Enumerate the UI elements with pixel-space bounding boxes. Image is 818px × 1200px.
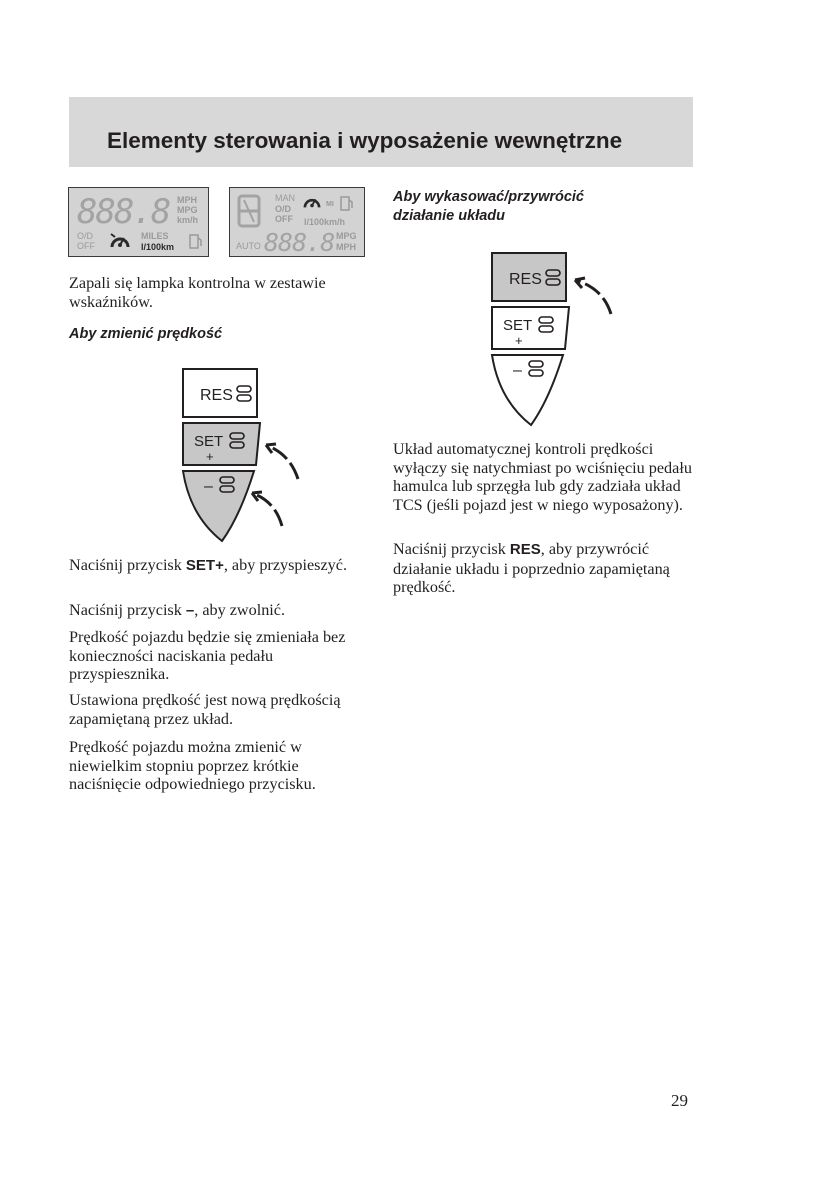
arrow-icon bbox=[575, 278, 611, 314]
res-button bbox=[183, 369, 257, 417]
subheading-cancel-resume: Aby wykasować/przywrócić działanie układu bbox=[393, 189, 584, 224]
set-plus-button bbox=[492, 307, 569, 349]
display-unit-mph: MPH bbox=[177, 195, 197, 205]
res-label: RES bbox=[200, 387, 233, 404]
page-number: 29 bbox=[671, 1091, 688, 1110]
page-header bbox=[69, 97, 693, 167]
cruise-speedometer-icon bbox=[109, 232, 131, 254]
set-plus-button bbox=[183, 423, 260, 465]
display-off2: OFF bbox=[275, 214, 293, 224]
res-label: RES bbox=[509, 271, 542, 288]
key-set-plus: SET+ bbox=[185, 557, 224, 574]
minus-button bbox=[183, 471, 254, 541]
set-label: SET bbox=[503, 317, 533, 334]
display-unit-mpg: MPG bbox=[177, 205, 198, 215]
paragraph-warning-lamp: Zapali się lampka kontrolna w zestawie wskaźników. bbox=[69, 274, 326, 311]
display-off: OFF bbox=[77, 241, 95, 251]
display-auto: AUTO bbox=[236, 241, 261, 251]
paragraph-set-plus: Naciśnij przycisk SET+, aby przyspieszyć. bbox=[69, 556, 347, 574]
set-label: SET bbox=[194, 433, 224, 450]
paragraph-minus: Naciśnij przycisk –, aby zwolnić. bbox=[69, 601, 286, 619]
paragraph-speed-change: Prędkość pojazdu będzie się zmieniała bez konieczności naciskania pedału przyspiesznika. bbox=[69, 628, 346, 683]
paragraph-auto-off: Układ automatycznej kontroli prędkości wyłączy się natychmiast po wciśnięciu pedału hamulca lub sprzęgła lub gdy zadziała układ TCS (jeśli pojazd jest w niego wyposażony). bbox=[393, 440, 692, 514]
paragraph-new-speed: Ustawiona prędkość jest nową prędkością zapamiętaną przez układ. bbox=[69, 691, 341, 728]
fuel-pump-icon bbox=[340, 194, 354, 216]
display-od2: O/D bbox=[275, 204, 292, 214]
display-miles: MILES bbox=[141, 231, 169, 241]
display-unit-mph-2: MPH bbox=[336, 242, 356, 252]
instrument-display-2 bbox=[229, 187, 365, 257]
display-unit-kmh: km/h bbox=[177, 215, 199, 225]
display-mi: MI bbox=[326, 201, 334, 208]
display-digits-2: 888.8 bbox=[264, 228, 335, 257]
arrow-icon bbox=[252, 444, 298, 526]
display-unit-mpg-2: MPG bbox=[336, 231, 357, 241]
display-man: MAN bbox=[275, 193, 295, 203]
minus-button bbox=[492, 355, 563, 425]
instrument-display-1 bbox=[68, 187, 209, 257]
cruise-speedometer-icon bbox=[302, 194, 322, 214]
page-title: Elementy sterowania i wyposażenie wewnętrzne bbox=[107, 128, 623, 153]
minus-label: – bbox=[204, 478, 213, 495]
gear-indicator bbox=[236, 194, 264, 232]
switch-diagram-resume bbox=[489, 250, 619, 430]
minus-label: – bbox=[513, 362, 522, 379]
display-l100km: l/100km bbox=[141, 242, 175, 252]
switch-diagram-change-speed bbox=[180, 366, 310, 546]
display-l100kmh: l/100km/h bbox=[304, 217, 346, 227]
key-minus: – bbox=[185, 602, 195, 619]
display-digits: 888.8 bbox=[77, 192, 170, 232]
plus-label: + bbox=[206, 449, 214, 464]
subheading-change-speed: Aby zmienić prędkość bbox=[69, 326, 223, 342]
paragraph-tap: Prędkość pojazdu można zmienić w niewielkim stopniu poprzez krótkie naciśnięcie odpowiedniego przycisku. bbox=[69, 738, 316, 793]
res-button bbox=[492, 253, 566, 301]
fuel-pump-icon bbox=[189, 232, 203, 254]
plus-label: + bbox=[515, 333, 523, 348]
display-od: O/D bbox=[77, 231, 94, 241]
key-res: RES bbox=[509, 541, 541, 558]
paragraph-res: Naciśnij przycisk RES, aby przywrócić działanie układu i poprzednio zapamiętaną prędkość. bbox=[393, 540, 670, 596]
